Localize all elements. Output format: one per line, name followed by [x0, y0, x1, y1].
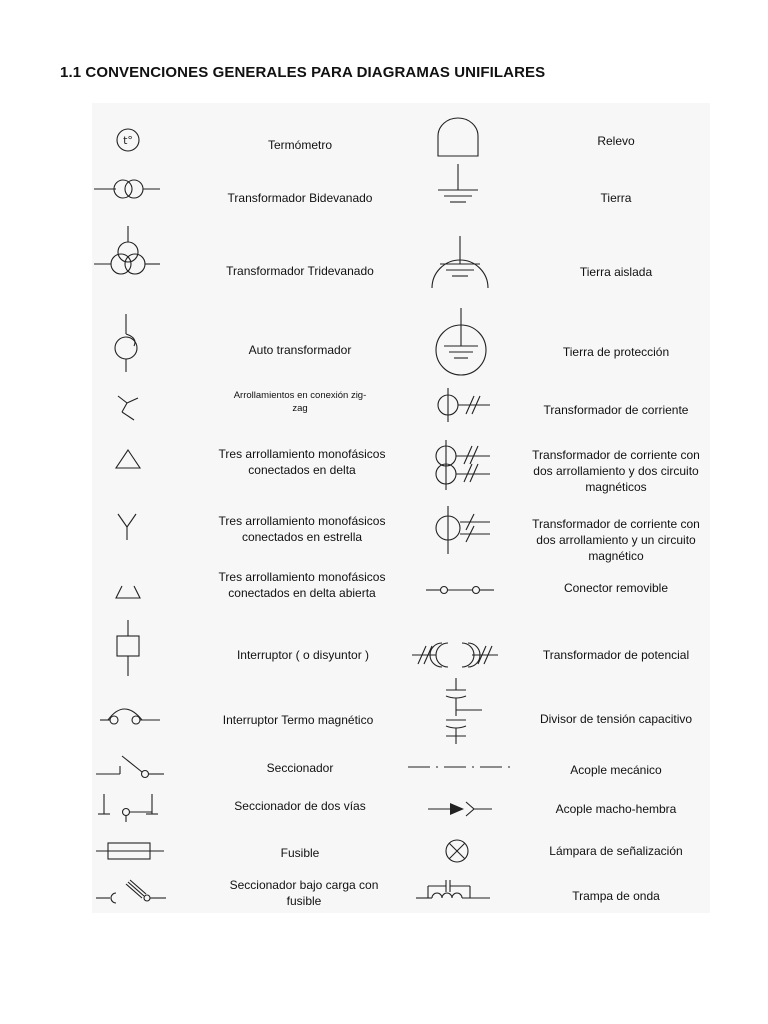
- ct-one-core-icon: [432, 504, 498, 556]
- ct-two-cores-icon: [432, 438, 498, 492]
- label-transformador-corriente: Transformador de corriente: [543, 403, 689, 417]
- label-lampara-senalizacion: Lámpara de señalización: [549, 844, 683, 858]
- two-winding-transformer-icon: [92, 172, 162, 206]
- current-transformer-icon: [432, 386, 498, 424]
- label-estrella: Tres arrollamiento monofásicos conectados en estrella: [218, 514, 386, 544]
- fuse-icon: [94, 838, 166, 864]
- label-transformador-potencial: Transformador de potencial: [542, 648, 690, 662]
- label-fusible: Fusible: [280, 846, 320, 860]
- mechanical-coupling-icon: [406, 760, 512, 774]
- removable-connector-icon: [424, 580, 496, 600]
- delta-icon: [112, 446, 144, 472]
- label-seccionador: Seccionador: [266, 761, 334, 775]
- label-tierra-proteccion: Tierra de protección: [562, 345, 670, 359]
- relay-icon: [432, 116, 484, 160]
- label-auto-transformador: Auto transformador: [248, 343, 352, 357]
- protective-ground-icon: [430, 306, 492, 378]
- label-tierra: Tierra: [600, 191, 632, 205]
- wave-trap-icon: [414, 876, 492, 910]
- label-ct-un-circuito: Transformador de corriente con dos arrollamiento y un circuito magnético: [532, 517, 700, 563]
- open-delta-icon: [112, 582, 144, 602]
- symbol-table-background: [92, 103, 710, 913]
- label-divisor-capacitivo: Divisor de tensión capacitivo: [539, 712, 693, 726]
- isolated-ground-icon: [428, 234, 492, 294]
- male-female-coupling-icon: [424, 798, 496, 820]
- two-way-disconnector-icon: [96, 790, 168, 824]
- label-acople-mecanico: Acople mecánico: [570, 763, 662, 777]
- label-transformador-bidevanado: Transformador Bidevanado: [227, 191, 373, 205]
- label-delta: Tres arrollamiento monofásicos conectados en delta: [218, 447, 386, 477]
- label-interruptor-termo-magnetico: Interruptor Termo magnético: [222, 713, 374, 727]
- label-seccionador-dos-vias: Seccionador de dos vías: [234, 799, 366, 813]
- label-termometro: Termómetro: [267, 138, 332, 152]
- ground-icon: [432, 162, 484, 210]
- label-relevo: Relevo: [597, 134, 635, 148]
- load-break-fuse-switch-icon: [92, 876, 168, 910]
- three-winding-transformer-icon: [92, 224, 162, 296]
- label-conector-removible: Conector removible: [563, 581, 669, 595]
- star-connection-icon: [112, 510, 142, 544]
- disconnector-icon: [94, 752, 166, 782]
- label-delta-abierta: Tres arrollamiento monofásicos conectados en delta abierta: [218, 570, 386, 600]
- label-transformador-tridevanado: Transformador Tridevanado: [226, 264, 374, 278]
- signal-lamp-icon: [440, 836, 474, 866]
- label-acople-macho-hembra: Acople macho-hembra: [555, 802, 677, 816]
- label-tierra-aislada: Tierra aislada: [579, 265, 653, 279]
- zigzag-winding-icon: [110, 390, 150, 426]
- label-trampa-onda: Trampa de onda: [572, 889, 660, 903]
- autotransformer-icon: [108, 312, 148, 376]
- thermomagnetic-breaker-icon: [98, 700, 162, 730]
- thermometer-glyph: t°: [123, 134, 133, 147]
- label-seccionador-bajo-carga: Seccionador bajo carga con fusible: [229, 878, 379, 908]
- capacitive-divider-icon: [432, 676, 492, 748]
- potential-transformer-icon: [410, 638, 500, 672]
- label-ct-dos-circuitos: Transformador de corriente con dos arrollamiento y dos circuito magnéticos: [532, 448, 700, 494]
- label-interruptor: Interruptor ( o disyuntor ): [236, 648, 370, 662]
- circuit-breaker-icon: [108, 618, 148, 680]
- thermometer-icon: [108, 124, 154, 160]
- label-zigzag: Arrollamientos en conexión zig-zag: [233, 390, 367, 414]
- page-title: 1.1 CONVENCIONES GENERALES PARA DIAGRAMAS UNIFILARES: [60, 64, 546, 81]
